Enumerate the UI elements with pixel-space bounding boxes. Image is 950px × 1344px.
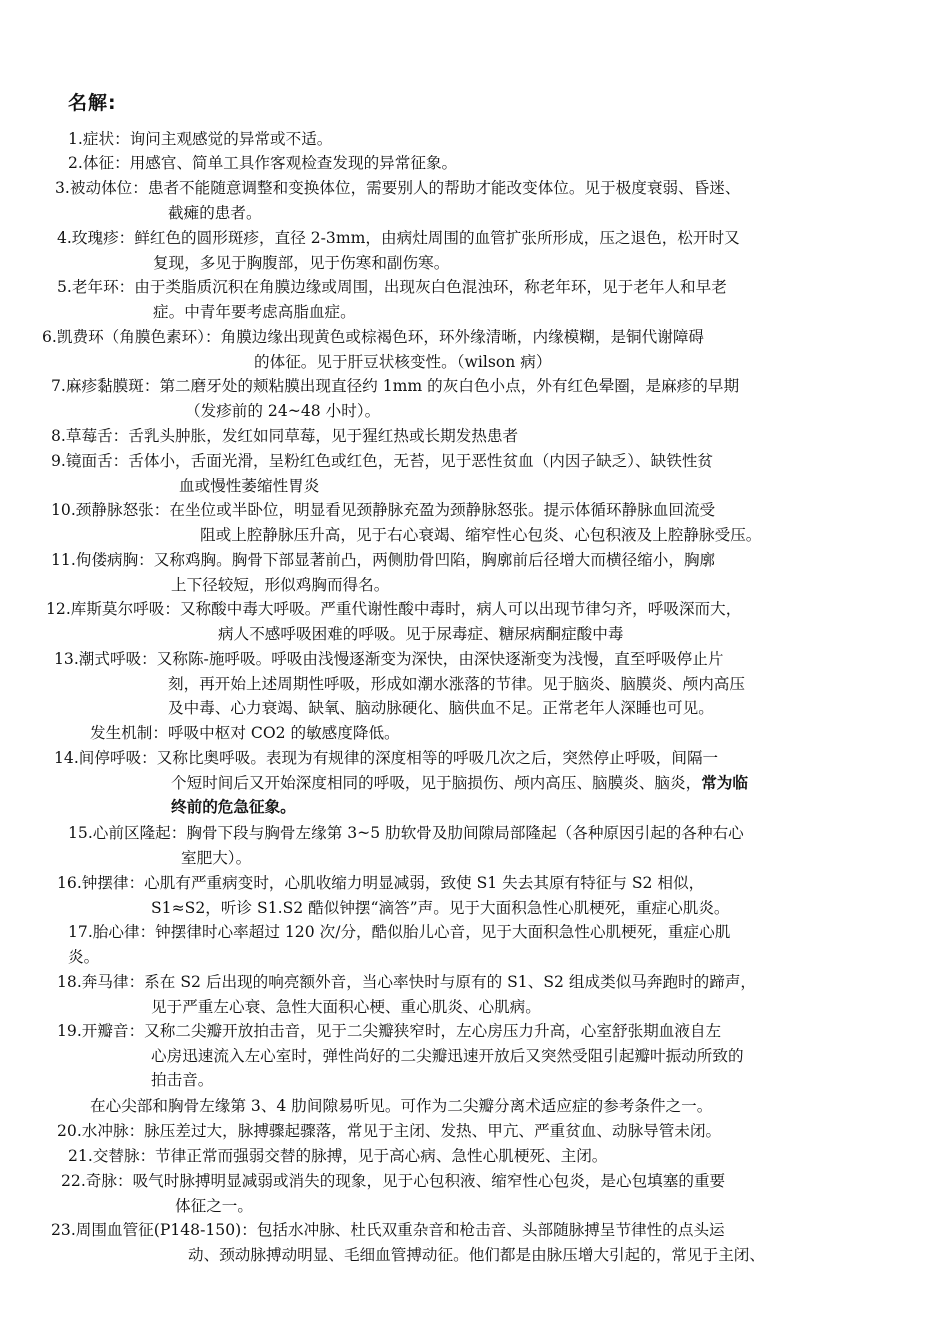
- entry-line: 体征之一。: [175, 1196, 253, 1215]
- entry-line: 动、颈动脉搏动明显、毛细血管搏动征。他们都是由脉压增大引起的，常见于主闭、: [188, 1245, 765, 1264]
- entry-line: 病人不感呼吸困难的呼吸。见于尿毒症、糖尿病酮症酸中毒: [218, 624, 624, 643]
- entry-line: 14.间停呼吸：又称比奥呼吸。表现为有规律的深度相等的呼吸几次之后，突然停止呼吸，间隔一: [54, 749, 719, 767]
- entry-21: [68, 1144, 607, 1169]
- entry-8: [51, 424, 518, 449]
- entry-line: 2.体征：用感官、简单工具作客观检查发现的异常征象。: [68, 154, 458, 172]
- entry-line: 6.凯费环（角膜色素环）：角膜边缘出现黄色或棕褐色环，环外缘清晰，内缘模糊，是铜代谢障碍: [42, 328, 705, 346]
- entry-line: 3.被动体位：患者不能随意调整和变换体位，需要别人的帮助才能改变体位。见于极度衰弱、昏迷、: [55, 179, 741, 197]
- entry-2: [68, 151, 457, 176]
- entry-6: [42, 325, 704, 374]
- entry-mechanism: [90, 721, 400, 746]
- entry-line: 在心尖部和胸骨左缘第 3、4 肋间隙易听见。可作为二尖瓣分离术适应症的参考条件之一。: [90, 1097, 713, 1115]
- entry-5: [57, 275, 727, 324]
- entry-12: [46, 597, 741, 646]
- entry-17: [68, 920, 730, 969]
- entry-15: [68, 821, 744, 870]
- entry-line: 15.心前区隆起：胸骨下段与胸骨左缘第 3~5 肋软骨及肋间隙局部隆起（各种原因引起的各种右心: [68, 824, 744, 842]
- entry-line: 4.玫瑰疹：鲜红色的圆形斑疹，直径 2-3mm，由病灶周围的血管扩张所形成，压之退色，松开时又: [57, 229, 740, 247]
- entry-line: 个短时间后又开始深度相同的呼吸，见于脑损伤、颅内高压、脑膜炎、脑炎，: [171, 773, 702, 792]
- entry-mitral-note: [90, 1094, 712, 1119]
- entry-11: [51, 548, 715, 597]
- entry-line: 10.颈静脉怒张：在坐位或半卧位，明显看见颈静脉充盈为颈静脉怒张。提示体循环静脉血回流受: [51, 501, 716, 519]
- entry-23: [51, 1218, 765, 1267]
- entry-line: 8.草莓舌：舌乳头肿胀，发红如同草莓，见于猩红热或长期发热患者: [51, 427, 519, 445]
- entry-line: 12.库斯莫尔呼吸：又称酸中毒大呼吸。严重代谢性酸中毒时，病人可以出现节律匀齐，呼吸深而大，: [46, 600, 742, 618]
- entry-16: [57, 871, 730, 920]
- entry-line: 1.症状：询问主观感觉的异常或不适。: [68, 130, 333, 148]
- entry-line: 7.麻疹黏膜斑：第二磨牙处的颊粘膜出现直径约 1mm 的灰白色小点，外有红色晕圈，是麻疹的早期: [51, 377, 740, 395]
- entry-14: [54, 746, 748, 820]
- entry-line: 17.胎心律：钟摆律时心率超过 120 次/分，酷似胎儿心音，见于大面积急性心肌梗死，重症心肌: [68, 923, 731, 941]
- entry-3: [55, 176, 740, 225]
- entry-line: 拍击音。: [151, 1071, 214, 1090]
- entry-line: 及中毒、心力衰竭、缺氧、脑动脉硬化、脑供血不足。正常老年人深睡也可见。: [168, 699, 714, 718]
- entry-10: [51, 498, 761, 547]
- entry-line: 9.镜面舌：舌体小，舌面光滑，呈粉红色或红色，无苔，见于恶性贫血（内因子缺乏）、缺铁性贫: [51, 452, 714, 470]
- entry-line: 16.钟摆律：心肌有严重病变时，心肌收缩力明显减弱，致使 S1 失去其原有特征与 S2 相似，: [57, 874, 705, 892]
- entry-line: 上下径较短，形似鸡胸而得名。: [171, 575, 390, 594]
- emphasis-text: 常为临: [701, 773, 748, 792]
- page-title: 名解:: [68, 92, 117, 114]
- entry-line: 血或慢性萎缩性胃炎: [179, 476, 320, 495]
- entry-22: [61, 1169, 725, 1218]
- entry-line: 22.奇脉：吸气时脉搏明显减弱或消失的现象，见于心包积液、缩窄性心包炎，是心包填塞的重要: [61, 1172, 726, 1190]
- entry-line: 5.老年环：由于类脂质沉积在角膜边缘或周围，出现灰白色混浊环，称老年环，见于老年人和早老: [57, 278, 727, 296]
- entry-line: 21.交替脉：节律正常而强弱交替的脉搏，见于高心病、急性心肌梗死、主闭。: [68, 1147, 608, 1165]
- entry-line: 18.奔马律：系在 S2 后出现的响亮额外音，当心率快时与原有的 S1、S2 组成类似马奔跑时的蹄声，: [57, 973, 757, 991]
- entry-line: 截瘫的患者。: [168, 203, 262, 222]
- entry-line: 13.潮式呼吸：又称陈-施呼吸。呼吸由浅慢逐渐变为深快，由深快逐渐变为浅慢，直至呼吸停止片: [54, 650, 724, 668]
- entry-line: 23.周围血管征(P148-150)：包括水冲脉、杜氏双重杂音和枪击音、头部随脉搏呈节律性的点头运: [51, 1221, 725, 1239]
- entry-1: [68, 127, 332, 152]
- entry-line: 19.开瓣音：又称二尖瓣开放拍击音，见于二尖瓣狭窄时，左心房压力升高，心室舒张期血液自左: [57, 1022, 722, 1040]
- entry-line: 刻，再开始上述周期性呼吸，形成如潮水涨落的节律。见于脑炎、脑膜炎、颅内高压: [168, 674, 745, 693]
- entry-4: [57, 226, 740, 275]
- entry-line: 炎。: [68, 947, 100, 966]
- entry-line: S1≈S2，听诊 S1.S2 酷似钟摆“滴答”声。见于大面积急性心肌梗死，重症心肌炎。: [151, 898, 730, 917]
- entry-line: 症。中青年要考虑高脂血症。: [153, 302, 356, 321]
- entry-line: 室肥大）。: [181, 848, 252, 867]
- entry-line: 阻或上腔静脉压升高，见于右心衰竭、缩窄性心包炎、心包积液及上腔静脉受压。: [200, 525, 762, 544]
- entry-line: 复现，多见于胸腹部，见于伤寒和副伤寒。: [153, 253, 450, 272]
- entry-20: [57, 1119, 721, 1144]
- entry-13: [54, 647, 745, 721]
- entry-line: 见于严重左心衰、急性大面积心梗、重心肌炎、心肌病。: [151, 997, 541, 1016]
- entry-19: [57, 1019, 744, 1093]
- entry-18: [57, 970, 756, 1019]
- entry-line: 20.水冲脉：脉压差过大，脉搏骤起骤落，常见于主闭、发热、甲亢、严重贫血、动脉导管未闭。: [57, 1122, 722, 1140]
- entry-line: 的体征。见于肝豆状核变性。（wilson 病）: [254, 352, 552, 371]
- entry-line: 11.佝偻病胸：又称鸡胸。胸骨下部显著前凸，两侧肋骨凹陷，胸廓前后径增大而横径缩小，胸廓: [51, 551, 716, 569]
- entry-line: 心房迅速流入左心室时，弹性尚好的二尖瓣迅速开放后又突然受阻引起瓣叶振动所致的: [151, 1046, 744, 1065]
- emphasis-text: 终前的危急征象。: [171, 798, 296, 817]
- entry-7: [51, 374, 739, 423]
- entry-line: （发疹前的 24~48 小时）。: [185, 401, 381, 420]
- entry-line: 发生机制：呼吸中枢对 CO2 的敏感度降低。: [90, 724, 400, 742]
- entry-9: [51, 449, 713, 498]
